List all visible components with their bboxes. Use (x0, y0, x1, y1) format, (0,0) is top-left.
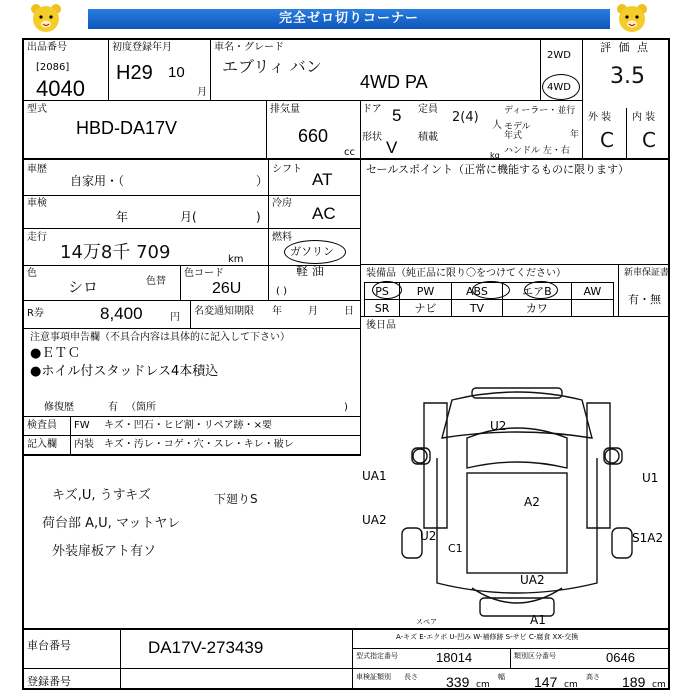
equip-abs: ABS (451, 283, 502, 300)
repair-yes: 有 (108, 402, 118, 413)
capacity-label: 定員 (418, 104, 438, 115)
car-damage-diagram (362, 378, 670, 628)
reg-year: H29 (116, 62, 153, 84)
color-code: 26U (212, 280, 242, 297)
bear-mascot-icon (614, 2, 650, 36)
color-value: シロ (68, 278, 99, 296)
aircon-label: 冷房 (272, 198, 292, 209)
equip-sr: SR (365, 300, 400, 317)
model-label: 型式 (27, 104, 47, 115)
header-banner (0, 0, 700, 38)
width-value: 147 (534, 674, 558, 690)
repair-label: 修復歴 (44, 402, 74, 413)
shift-value: AT (312, 170, 333, 189)
inspection-year: 年 (116, 210, 129, 224)
exterior-value: C (600, 128, 614, 152)
mark-left-front: U1 (642, 471, 659, 485)
history-label: 車歴 (27, 164, 47, 175)
notes-line2: ●ホイル付スタッドレス4本積込 (30, 364, 219, 379)
displacement-unit: cc (344, 147, 355, 158)
chassis-label: 車台番号 (27, 639, 71, 652)
int-items: キズ・汚レ・コゲ・穴・スレ・キレ・破レ (104, 439, 294, 450)
hw-side: 下廻りS (214, 492, 258, 506)
hw-line1: キズ,U, うすキズ (52, 488, 151, 503)
mark-bumper: A1 (530, 613, 546, 627)
plate-label: 登録番号 (27, 675, 71, 688)
fuel-light-oil: 軽 油 (296, 264, 324, 278)
reg-month: 10 (168, 64, 185, 81)
recycle-value: 8,400 (100, 304, 143, 323)
history-value: 自家用・（ (70, 174, 125, 188)
rear-item-label: 後日品 (366, 320, 396, 331)
equip-ps: PS (365, 283, 400, 300)
mileage-value: 14万8千 709 (60, 242, 171, 263)
warranty-label: 新車保証書 (624, 268, 670, 278)
interior-value: C (642, 128, 656, 152)
color-code-label: 色コード (184, 268, 224, 279)
bear-mascot-icon (28, 2, 64, 36)
mileage-unit: km (228, 254, 244, 265)
length-unit: cm (476, 680, 490, 690)
reg-unit: 月 (197, 87, 207, 98)
notes-line1: ●ＥＴＣ (30, 346, 81, 361)
model-value: HBD-DA17V (76, 118, 178, 138)
model-year-label1: モデル (504, 122, 531, 132)
inspection-month: 月( (180, 210, 197, 224)
equip-airbag: エアB (503, 283, 572, 300)
fuel-gasoline: ガソリン (290, 245, 334, 258)
name-label: 車名・グレード (214, 42, 284, 53)
height-value: 189 (622, 674, 646, 690)
notice-day: 日 (344, 306, 354, 317)
banner-title: 完全ゼロ切りコーナー (88, 9, 610, 29)
hw-line3: 外装扉板アト有ソ (52, 544, 157, 559)
notice-year: 年 (272, 306, 282, 317)
recycle-unit: 円 (170, 312, 180, 323)
capacity-value: 2(4) (452, 110, 479, 125)
score-label: 評 価 点 (600, 41, 650, 54)
drive-2wd: 2WD (547, 50, 571, 61)
repair-close: ) (344, 402, 348, 413)
hw-line2: 荷台部 A,U, マットヤレ (42, 516, 181, 531)
reg-label: 初度登録年月 (112, 42, 172, 53)
shape-label: 形状 (362, 132, 382, 143)
aircon-value: AC (312, 204, 336, 223)
mark-spare: スペア (416, 618, 437, 626)
equip-navi: ナビ (400, 300, 452, 317)
chassis-value: DA17V-273439 (148, 638, 264, 657)
equip-aw: AW (571, 283, 613, 300)
type-no-label: 型式指定番号 (356, 652, 398, 660)
length-label: 長さ (404, 673, 418, 681)
interior-label: 内 装 (632, 112, 656, 123)
width-label: 幅 (498, 673, 505, 681)
inspection-close: ) (256, 210, 261, 224)
mark-right-door: C1 (448, 542, 463, 555)
drive-4wd: 4WD (547, 82, 571, 93)
inspection-label: 車検 (27, 198, 47, 209)
equip-pw: PW (400, 283, 452, 300)
mileage-label: 走行 (27, 232, 47, 243)
recycle-label: R券 (27, 308, 44, 319)
displacement-label: 排気量 (270, 104, 300, 115)
circle-ps (372, 281, 402, 299)
circle-abs (472, 281, 510, 299)
dims-label: 車検証類別 (356, 673, 391, 681)
inspector-label2: 記入欄 (27, 439, 57, 450)
mark-roof: A2 (524, 495, 540, 509)
notice-label: 名変通知期限 (194, 306, 254, 317)
warranty-value: 有・無 (628, 293, 661, 306)
equip-tv: TV (451, 300, 502, 317)
fw-items: キズ・凹石・ヒビ割・リペア跡・×要 (104, 420, 272, 431)
mark-front: U2 (490, 419, 507, 433)
inspector-label1: 検査員 (27, 420, 57, 431)
length-value: 339 (446, 674, 470, 690)
load-unit: kg (490, 151, 500, 160)
exterior-label: 外 装 (588, 112, 612, 123)
equip-blank (571, 300, 613, 317)
displacement-value: 660 (298, 126, 329, 146)
color-label: 色 (27, 268, 37, 279)
fw-label: FW (74, 420, 90, 431)
handle-label: ハンドル 左・右 (504, 146, 570, 156)
score-value: 3.5 (610, 64, 645, 89)
height-label: 高さ (586, 673, 600, 681)
mark-right-front: UA1 (362, 469, 387, 483)
shift-label: シフト (272, 164, 302, 175)
lot-label: 出品番号 (27, 42, 67, 53)
lot-number: 4040 (36, 76, 85, 101)
fuel-circle (284, 240, 346, 264)
car-grade: 4WD PA (360, 72, 428, 92)
car-name: エブリィ バン (222, 57, 322, 76)
color-change-label: 色替 (146, 276, 166, 287)
mark-left-rear: S1A2 (632, 531, 664, 545)
sales-points-label: セールスポイント（正常に機能するものに限ります） (366, 163, 630, 176)
repair-place: （箇所 (126, 402, 156, 413)
class-no: 0646 (606, 650, 635, 665)
model-year-unit: 年 (570, 130, 580, 140)
int-label: 内装 (74, 439, 94, 450)
notice-month: 月 (308, 306, 318, 317)
doors-label: ドア (362, 104, 382, 115)
fuel-label: 燃料 (272, 232, 292, 243)
mark-right-mid: UA2 (362, 513, 387, 527)
circle-airbag (524, 281, 558, 299)
history-close: ） (256, 174, 269, 188)
mark-rear: UA2 (520, 573, 545, 587)
equip-leather: カワ (503, 300, 572, 317)
notes-label: 注意事項申告欄（不具合内容は具体的に記入して下さい） (30, 332, 290, 343)
capacity-unit: 人 (492, 120, 502, 131)
dealer-label: ディーラー・並行 (504, 106, 576, 116)
doors-value: 5 (392, 106, 402, 125)
height-unit: cm (652, 680, 666, 690)
mark-right-low: U2 (420, 529, 437, 543)
equipment-label: 装備品（純正品に限り〇をつけてください） (366, 268, 566, 279)
load-label: 積載 (418, 132, 438, 143)
shape-value: V (386, 138, 398, 157)
drive-circle (542, 74, 580, 100)
class-no-label: 類別区分番号 (514, 652, 556, 660)
type-no: 18014 (436, 650, 473, 665)
fuel-paren: ( ) (276, 286, 287, 297)
model-year-label2: 年式 (504, 131, 523, 141)
width-unit: cm (564, 680, 578, 690)
legend: A-キズ E-エクボ U-凹み W-補修跡 S-サビ C-腐食 XX-交換 (396, 633, 579, 641)
lot-sub: [2086] (36, 62, 70, 73)
